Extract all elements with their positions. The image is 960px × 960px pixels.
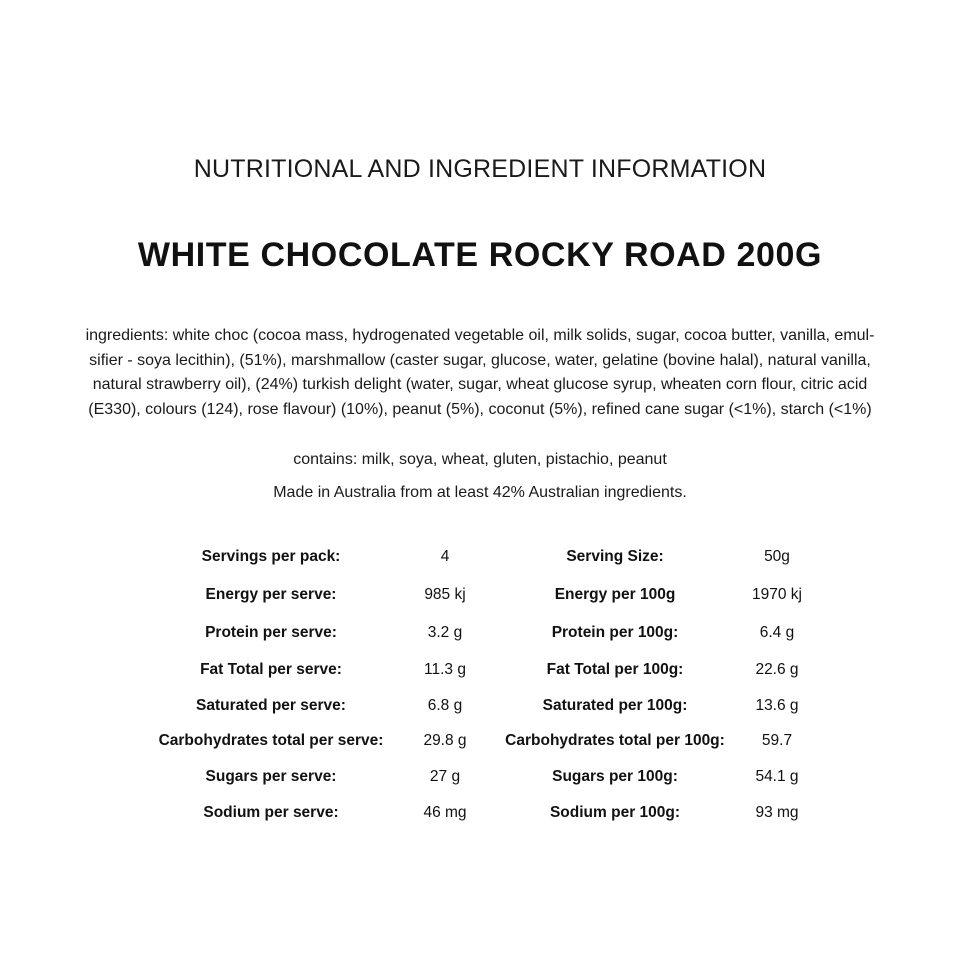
ingredients-line: sifier - soya lecithin), (51%), marshmallow (caster sugar, glucose, water, gelatine (bovine halal), natural vanilla, [89, 351, 871, 369]
nutrient-label: Protein per serve: [205, 624, 337, 641]
nutrient-value: 22.6 g [755, 661, 799, 678]
nutrient-label: Energy per serve: [205, 586, 337, 603]
nutrition-row [0, 586, 960, 610]
nutrient-label: Serving Size: [566, 548, 664, 565]
nutrient-value: 50g [764, 548, 790, 565]
nutrition-row [0, 697, 960, 721]
nutrient-label: Fat Total per serve: [200, 661, 342, 678]
nutrient-label: Sodium per serve: [203, 804, 339, 821]
section-heading: NUTRITIONAL AND INGREDIENT INFORMATION [193, 155, 767, 183]
ingredients-paragraph [30, 324, 930, 422]
nutrient-value: 985 kj [424, 586, 466, 603]
ingredients-line: (E330), colours (124), rose flavour) (10%), peanut (5%), coconut (5%), refined cane sugar (<1%), starch (<1%) [88, 400, 872, 418]
ingredients-line: natural strawberry oil), (24%) turkish delight (water, sugar, wheat glucose syrup, wheaten corn flour, citric acid [92, 376, 868, 393]
nutrient-value: 46 mg [423, 804, 467, 821]
nutrition-row [0, 624, 960, 648]
nutrition-row [0, 804, 960, 828]
nutrient-label: Servings per pack: [201, 548, 341, 565]
nutrient-label: Energy per 100g [554, 586, 676, 603]
nutrient-value: 3.2 g [427, 624, 463, 641]
origin-statement: Made in Australia from at least 42% Australian ingredients. [273, 484, 687, 501]
nutrition-row [0, 768, 960, 792]
nutrient-value: 4 [440, 548, 450, 565]
ingredients-line: ingredients: white choc (cocoa mass, hydrogenated vegetable oil, milk solids, sugar, cocoa butter, vanilla, emul- [85, 327, 875, 344]
nutrient-value: 54.1 g [755, 768, 799, 785]
nutrient-value: 13.6 g [755, 697, 799, 714]
nutrient-value: 93 mg [755, 804, 799, 821]
nutrient-label: Saturated per 100g: [542, 697, 688, 714]
nutrient-label: Carbohydrates total per serve: [158, 732, 384, 749]
nutrient-value: 1970 kj [752, 586, 802, 603]
nutrient-value: 6.4 g [759, 624, 795, 641]
nutrient-label: Protein per 100g: [551, 624, 679, 641]
nutrient-value: 59.7 [761, 732, 793, 749]
nutrient-label: Carbohydrates total per 100g: [505, 732, 725, 749]
nutrition-row [0, 661, 960, 685]
product-title: WHITE CHOCOLATE ROCKY ROAD 200G [137, 236, 823, 274]
nutrient-label: Sodium per 100g: [549, 804, 681, 821]
nutrient-label: Sugars per 100g: [552, 768, 678, 785]
nutrient-value: 27 g [429, 768, 461, 785]
nutrition-row [0, 548, 960, 572]
allergen-statement: contains: milk, soya, wheat, gluten, pistachio, peanut [293, 451, 667, 468]
nutrient-label: Saturated per serve: [196, 697, 346, 714]
nutrient-label: Sugars per serve: [205, 768, 337, 785]
nutrient-value: 11.3 g [424, 661, 466, 678]
nutrient-value: 29.8 g [423, 732, 467, 749]
nutrition-row [0, 732, 960, 756]
nutrient-value: 6.8 g [427, 697, 463, 714]
nutrient-label: Fat Total per 100g: [546, 661, 684, 678]
